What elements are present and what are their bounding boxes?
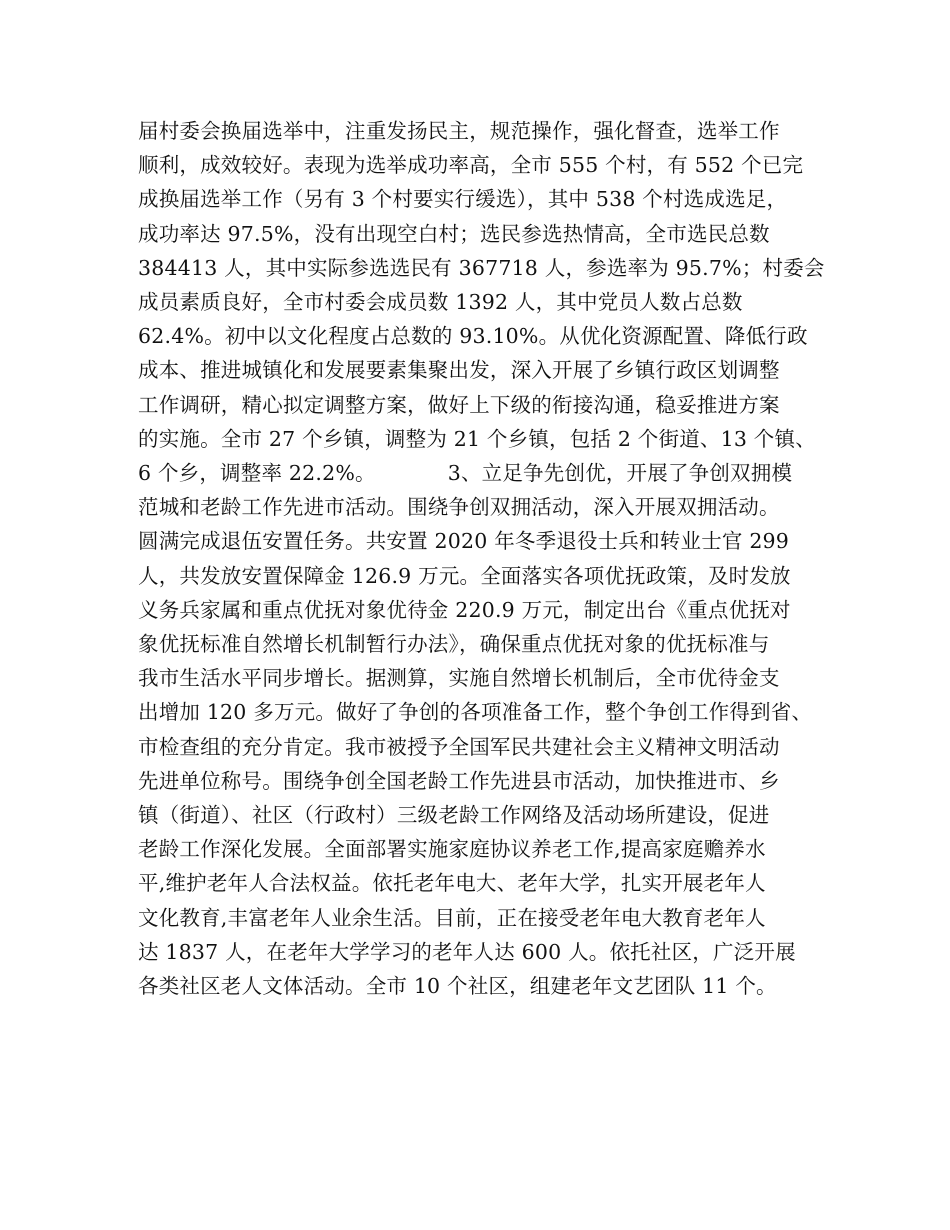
text-line: 象优抚标准自然增长机制暂行办法》，确保重点优抚对象的优抚标准与: [138, 632, 770, 657]
text-line: 市检查组的充分肯定。我市被授予全国军民共建社会主义精神文明活动: [138, 734, 780, 759]
text-line: 届村委会换届选举中，注重发扬民主，规范操作，强化督查，选举工作: [138, 119, 780, 143]
text-line: 出增加 120 多万元。做好了争创的各项准备工作，整个争创工作得到省、: [138, 700, 813, 725]
text-line: 我市生活水平同步增长。据测算，实施自然增长机制后，全市优待金支: [138, 666, 780, 691]
text-line: 先进单位称号。围绕争创全国老龄工作先进县市活动，加快推进市、乡: [138, 768, 780, 793]
text-line: 人，共发放安置保障金 126.9 万元。全面落实各项优抚政策，及时发放: [138, 563, 791, 588]
text-line: 范城和老龄工作先进市活动。围绕争创双拥活动，深入开展双拥活动。: [138, 495, 780, 520]
text-line-split: [138, 456, 828, 490]
text-line: 的实施。全市 27 个乡镇，调整为 21 个乡镇，包括 2 个街道、13 个镇、: [138, 426, 816, 451]
text-line: 义务兵家属和重点优抚对象优待金 220.9 万元，制定出台《重点优抚对: [138, 597, 791, 622]
text-line: 成本、推进城镇化和发展要素集聚出发，深入开展了乡镇行政区划调整: [138, 358, 780, 383]
text-line: 成换届选举工作（另有 3 个村要实行缓选），其中 538 个村选成选足，: [138, 187, 788, 212]
text-line: 老龄工作深化发展。全面部署实施家庭协议养老工作,提高家庭赡养水: [138, 837, 766, 862]
text-line: 顺利，成效较好。表现为选举成功率高，全市 555 个村，有 552 个已完: [138, 153, 804, 178]
text-line: 成员素质良好，全市村委会成员数 1392 人，其中党员人数占总数: [138, 290, 743, 315]
text-line: 384413 人，其中实际参选选民有 367718 人，参选率为 95.7%；村委会: [138, 255, 825, 280]
text-line: 工作调研，精心拟定调整方案，做好上下级的衔接沟通，稳妥推进方案: [138, 392, 780, 417]
text-segment-before: 6 个乡，调整率 22.2%。: [138, 461, 376, 486]
section-heading-3: 3、立足争先创优，开展了争创双拥模: [447, 461, 793, 486]
text-line: 镇（街道）、社区（行政村）三级老龄工作网络及活动场所建设，促进: [138, 803, 770, 828]
text-line: 62.4%。初中以文化程度占总数的 93.10%。从优化资源配置、降低行政: [138, 324, 808, 349]
text-line: 圆满完成退伍安置任务。共安置 2020 年冬季退役士兵和转业士官 299: [138, 529, 790, 554]
text-line: 文化教育,丰富老年人业余生活。目前，正在接受老年电大教育老年人: [138, 905, 766, 930]
text-line: 平,维护老年人合法权益。依托老年电大、老年大学，扎实开展老年人: [138, 871, 766, 896]
body-paragraph: [138, 114, 828, 1003]
text-line: 成功率达 97.5%，没有出现空白村；选民参选热情高，全市选民总数: [138, 221, 770, 246]
text-line: 各类社区老人文体活动。全市 10 个社区，组建老年文艺团队 11 个。: [138, 974, 777, 999]
text-line: 达 1837 人，在老年大学学习的老年人达 600 人。依托社区，广泛开展: [138, 939, 796, 964]
